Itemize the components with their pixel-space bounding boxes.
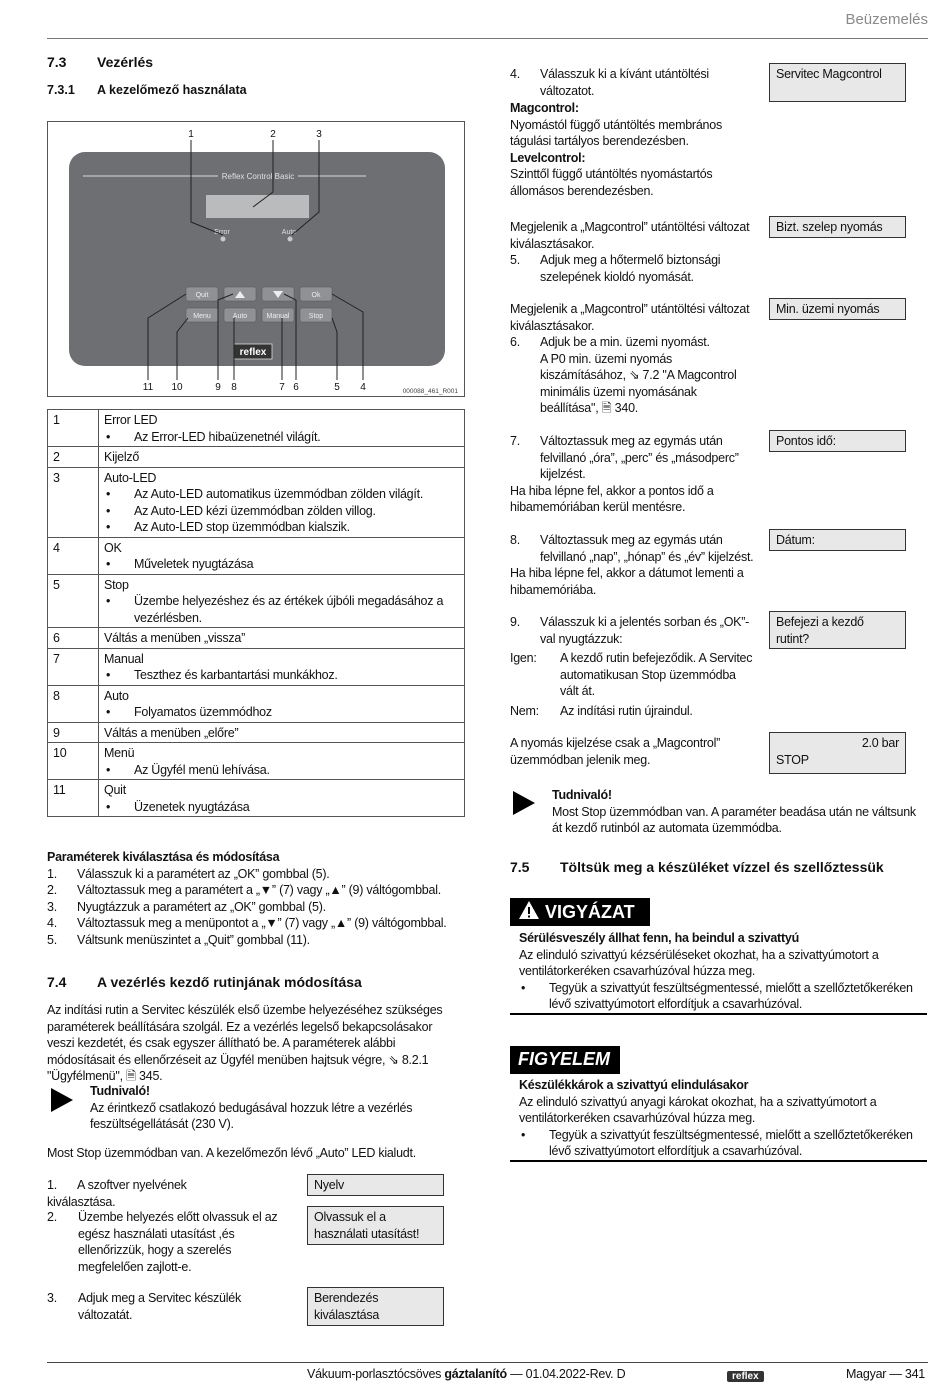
legend-description [99,743,465,780]
control-panel-figure [47,121,465,397]
step-number: 3. [47,1291,57,1305]
notice-block [519,1077,919,1160]
right-step-8 [510,532,755,598]
legend-title: Auto-LED [104,470,157,485]
legend-number: 8 [48,685,99,722]
right-step-6 [510,301,755,417]
params-step [47,866,467,883]
legend-description [99,467,465,537]
magcontrol-block [510,100,750,199]
notice-label-box [510,1046,620,1074]
step-text: Válasszuk ki a paramétert az „OK” gombbal (5). [77,866,330,881]
legend-row [48,467,465,537]
note-text: Most Stop üzemmódban van. A paraméter beadása után ne váltsunk át kezdő rutinból az automata üzemmódba. [552,804,916,835]
pressure-value: 2.0 bar [861,736,899,750]
callout-5: 5 [334,382,340,393]
section-7-3-1-heading [47,82,247,99]
section-number: 7.4 [47,974,67,990]
legend-title: Quit [104,783,126,797]
notice-title: Készülékkárok a szivattyú elindulásakor [519,1078,749,1092]
legend-table [47,409,465,817]
section-number: 7.3.1 [47,83,75,97]
legend-bullet: • Az Auto-LED automatikus üzemmódban zölden világít. [104,486,459,503]
step-2 [47,1209,287,1275]
step-text: Változtassuk meg az egymás után felvillanó „nap”, „hónap” és „év” kijelzést. [540,533,754,564]
step-text: Adjuk meg a hőtermelő biztonsági szelepének kioldó nyomását. [540,253,721,284]
legend-number: 7 [48,648,99,685]
right-step-9 [510,614,755,719]
callout-4: 4 [360,382,366,393]
legend-title: OK [104,540,122,555]
display-box-min-pressure: Min. üzemi nyomás [769,298,906,320]
pressure-display-text: A nyomás kijelzése csak a „Magcontrol” üzemmódban jelenik meg. [510,736,721,767]
footer-logo-text: reflex [727,1371,764,1382]
section-7-5-heading [510,858,884,876]
note-box-right [552,787,927,837]
footer-rule [47,1362,928,1363]
section-title: A kezelőmező használata [97,83,247,97]
display-box-select-device: Berendezés kiválasztása [307,1287,444,1326]
legend-description [99,447,465,468]
step-text: Adjuk be a min. üzemi nyomást. [540,335,710,349]
btn-menu-label: Menu [193,313,211,320]
step-number: 3. [47,899,57,914]
legend-row [48,780,465,817]
step-number: 7. [510,434,520,448]
legend-description [99,628,465,649]
footer-logo [727,1367,764,1384]
legend-number: 6 [48,628,99,649]
legend-row [48,648,465,685]
legend-bullet: • Folyamatos üzemmódhoz [104,704,459,721]
step-number: 5. [47,932,57,947]
section-title: Vezérlés [97,54,154,70]
params-step [47,882,467,899]
panel-brand-label: Reflex Control Basic [221,172,295,181]
legend-description [99,574,465,628]
right-step-7 [510,433,755,516]
legend-number: 9 [48,722,99,743]
no-text: Az indítási rutin újraindul. [560,703,693,718]
params-step [47,932,467,949]
auto-led-icon [288,237,293,242]
caution-block [519,930,919,1013]
legend-title: Auto [104,688,129,703]
display-box-safety-valve: Bizt. szelep nyomás [769,216,906,238]
step-number: 1. [47,866,57,881]
legend-title: Menü [104,746,135,760]
legend-description [99,722,465,743]
page-number: 341 [904,1367,926,1381]
callout-2: 2 [270,129,276,140]
step-number: 2. [47,883,57,897]
footer-lang: Magyar [846,1367,887,1381]
step-number: 9. [510,615,520,629]
note-title: Tudnivaló! [90,1084,150,1098]
legend-bullet: • Az Ügyfél menü lehívása. [104,762,459,779]
step-text: Változtassuk meg a menüpontot a „▼” (7) vagy „▲” (9) váltógombbal. [77,916,447,930]
display-box-time: Pontos idő: [769,430,906,452]
params-heading: Paraméterek kiválasztása és módosítása [47,850,280,864]
legend-row [48,410,465,447]
step-intro: Megjelenik a „Magcontrol” utántöltési változat kiválasztásakor. [510,302,750,333]
legend-title: Váltás a menüben „előre” [104,725,239,740]
notice-bullet: • Tegyük a szivattyút feszültségmentessé, mielőtt a szellőztetőkeréken lévő szivattyúmotort elfordítjuk a csavarhúzóval. [519,1127,919,1160]
legend-description [99,780,465,817]
params-step [47,915,467,932]
legend-number: 4 [48,537,99,574]
step-reference: A P0 min. üzemi nyomás kiszámításához, ⇘ 7.2 "A Magcontrol minimális üzemi nyomásának beállítása", 🗎 340. [540,351,737,415]
step-note: Ha hiba lépne fel, akkor a pontos idő a hibamemóriában kerül mentésre. [510,483,714,514]
levelcontrol-text: Szinttől függő utántöltés nyomástartós állomásos berendezésben. [510,167,713,198]
step-text: A szoftver nyelvének kiválasztása. [47,1178,187,1209]
magcontrol-text: Nyomástól függő utántöltés membrános tágulási tartályos berendezésben. [510,117,722,148]
caution-text: Az elinduló szivattyú kézsérüléseket okozhat, ha a szivattyúmotort a ventilátorkeréken csavarhúzóval húzza meg. [519,947,879,978]
callout-10: 10 [171,382,183,393]
legend-bullet: • Az Auto-LED kézi üzemmódban zölden villog. [104,503,459,520]
params-block [47,849,467,948]
step-text: Válasszuk ki a kívánt utántöltési változatot. [540,67,709,98]
btn-ok-label: Ok [311,292,321,299]
btn-stop-label: Stop [308,313,324,320]
error-led-label: Error [214,229,230,236]
error-led-icon [221,237,226,242]
legend-row [48,722,465,743]
step-text: Változtassuk meg az egymás után felvillanó „óra”, „perc” és „másodperc” kijelzést. [540,434,739,481]
legend-bullet: • Teszthez és karbantartási munkákhoz. [104,667,459,684]
legend-row [48,685,465,722]
section-7-4-heading [47,973,362,991]
callout-9: 9 [215,382,221,393]
display-box-variant: Servitec Magcontrol [769,63,906,102]
yes-label: Igen: [510,651,537,665]
legend-bullet: • Az Auto-LED stop üzemmódban kialszik. [104,519,459,536]
auto-led-label: Auto [281,229,297,236]
pressure-mode: STOP [776,752,809,767]
btn-manual-label: Manual [266,313,290,320]
legend-description [99,648,465,685]
legend-title: Manual [104,651,144,666]
yes-text: A kezdő rutin befejeződik. A Servitec automatikusan Stop üzemmódba vált át. [560,651,753,698]
note-arrow-icon [513,791,535,815]
step-text: Adjuk meg a Servitec készülék változatát. [78,1291,241,1322]
legend-row [48,628,465,649]
display-box-pressure [769,732,906,774]
caution-bullet: • Tegyük a szivattyút feszültségmentessé, mielőtt a szellőztetőkeréken lévő szivattyúmotort elfordítjuk a csavarhúzóval. [519,980,919,1013]
control-panel-drawing [48,122,466,398]
footer-page [846,1366,925,1383]
section-7-3-heading [47,53,153,71]
reflex-logo: reflex [239,347,267,358]
note-text: Az érintkező csatlakozó bedugásával hozzuk létre a vezérlés feszültségellátását (230 V). [90,1100,413,1131]
caution-label-box [510,898,650,926]
step-number: 6. [510,335,520,349]
legend-row [48,743,465,780]
legend-number: 11 [48,780,99,817]
legend-description [99,410,465,447]
right-step-5 [510,219,755,285]
legend-bullet: • Üzenetek nyugtázása [104,799,459,816]
caution-label: VIGYÁZAT [545,902,635,922]
right-step-4 [510,66,740,99]
legend-bullet: • Az Error-LED hibaüzenetnél világít. [104,429,459,446]
footer-doc-post: — 01.04.2022-Rev. D [506,1367,626,1381]
section-7-4-para: Az indítási rutin a Servitec készülék első üzembe helyezéséhez szükséges paraméterek beállítására szolgál. Ez a vezérlés legelső bekapcsolásakor veszi kezdetét, és csak egyszer állítható be. A paraméterek alábbi módosításait és ellenőrzéseit az Ügyfél menüben hajtsuk végre, ⇘ 8.2.1 "Ügyfélmenü", 🗎 345. [47,1003,443,1083]
note-title: Tudnivaló! [552,788,612,802]
header-rule [47,38,928,39]
legend-number: 10 [48,743,99,780]
legend-number: 2 [48,447,99,468]
legend-bullet: • Üzembe helyezéshez és az értékek újbóli megadásához a vezérlésben. [104,593,459,626]
running-header: Beüzemelés [845,11,928,28]
step-number: 2. [47,1210,57,1224]
step-text: Változtassuk meg a paramétert a „▼” (7) vagy „▲” (9) váltógombbal. [77,883,441,897]
footer-sep: — [889,1367,902,1381]
figure-code: 000088_461_R001 [402,388,458,395]
display-box-finish: Befejezi a kezdő rutint? [769,611,906,649]
step-number: 8. [510,533,520,547]
step-3 [47,1290,287,1323]
display-box-read-manual: Olvassuk el a használati utasítást! [307,1206,444,1245]
step-text: Üzembe helyezés előtt olvassuk el az egész használati utasítást ,és ellenőrizzük, hogy a szerelés megfelelően zajlott-e. [78,1210,278,1274]
legend-title: Kijelző [104,450,140,464]
params-steps [47,866,467,949]
legend-number: 5 [48,574,99,628]
footer-doc-title [307,1366,625,1383]
legend-row [48,537,465,574]
legend-row [48,574,465,628]
legend-number: 1 [48,410,99,447]
after-note-text: Most Stop üzemmódban van. A kezelőmezőn lévő „Auto” LED kialudt. [47,1146,416,1160]
legend-title: Stop [104,577,129,592]
caution-title: Sérülésveszély állhat fenn, ha beindul a szivattyú [519,931,799,945]
legend-number: 3 [48,467,99,537]
no-label: Nem: [510,703,539,718]
callout-11: 11 [142,382,154,393]
step-number: 5. [510,253,520,267]
notice-label: FIGYELEM [518,1049,611,1069]
btn-quit-label: Quit [195,292,209,299]
footer-doc-bold: gáztalanító [444,1367,507,1381]
magcontrol-title: Magcontrol: [510,101,579,115]
step-text: Válasszuk ki a jelentés sorban és „OK”-val nyugtázzuk: [540,615,750,646]
callout-8: 8 [231,382,237,393]
legend-description [99,685,465,722]
callout-3: 3 [316,129,322,140]
callout-1: 1 [188,129,194,140]
display-box-language: Nyelv [307,1174,444,1196]
params-step [47,899,467,916]
step-1 [47,1177,247,1210]
display-box-date: Dátum: [769,529,906,551]
section-title: A vezérlés kezdő rutinjának módosítása [97,974,362,990]
step-intro: Megjelenik a „Magcontrol” utántöltési változat kiválasztásakor. [510,220,750,251]
step-number: 1. [47,1178,57,1192]
step-text: Váltsunk menüszintet a „Quit” gombbal (11). [77,932,310,947]
warning-triangle-icon [518,900,540,920]
note-arrow-icon [51,1088,73,1112]
step-number: 4. [47,916,57,930]
btn-auto-label: Auto [232,313,248,320]
section-number: 7.5 [510,859,530,875]
note-box-left [90,1083,450,1133]
step-note: Ha hiba lépne fel, akkor a dátumot lementi a hibamemóriába. [510,566,744,597]
levelcontrol-title: Levelcontrol: [510,150,586,165]
callout-6: 6 [293,382,299,393]
legend-description [99,537,465,574]
legend-row [48,447,465,468]
step-number: 4. [510,67,520,81]
legend-title: Váltás a menüben „vissza” [104,631,246,645]
legend-bullet: • Műveletek nyugtázása [104,556,459,573]
step-text: Nyugtázzuk a paramétert az „OK” gombbal (5). [77,899,326,914]
footer-doc-pre: Vákuum-porlasztócsöves [307,1367,445,1381]
notice-text: Az elinduló szivattyú anyagi károkat okozhat, ha a szivattyúmotort a ventilátorkeréken csavarhúzóval húzza meg. [519,1094,877,1125]
legend-title: Error LED [104,413,158,427]
section-title: Töltsük meg a készüléket vízzel és szellőztessük [560,859,884,875]
caution-rule [510,1013,927,1015]
section-number: 7.3 [47,54,67,70]
notice-rule [510,1160,927,1162]
callout-7: 7 [279,382,285,393]
